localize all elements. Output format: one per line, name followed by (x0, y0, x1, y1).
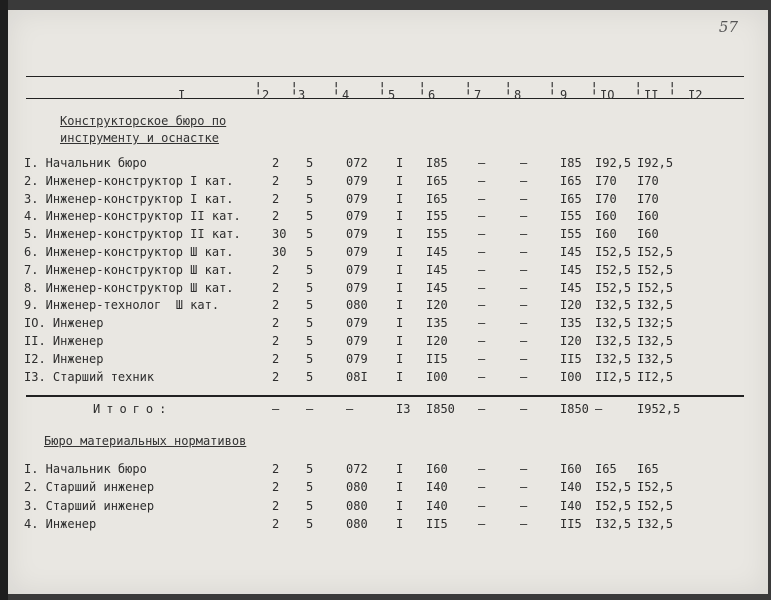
row-position-name: 9. Инженер-технолог Ш кат. (24, 298, 220, 313)
row-cell-c10: I52,5 (595, 498, 632, 513)
row-cell-c4: 079 (346, 262, 368, 277)
row-cell-c8: – (520, 209, 528, 224)
row-position-name: 3. Инженер-конструктор I кат. (24, 191, 234, 206)
row-cell-c10: I60 (595, 227, 617, 242)
total-c7: – (478, 402, 486, 416)
row-cell-c8: – (520, 351, 528, 366)
row-cell-c7: – (478, 262, 486, 277)
row-cell-c3: 5 (306, 156, 314, 170)
row-cell-c5: I (396, 245, 404, 259)
row-cell-c8: – (520, 191, 528, 206)
header-col-1: I (178, 88, 186, 102)
header-col-6: 6 (428, 88, 436, 102)
total-c9: I850 (560, 402, 589, 416)
row-cell-c8: – (520, 498, 528, 513)
row-cell-c10: I52,5 (595, 280, 632, 295)
row-cell-c7: – (478, 227, 486, 242)
row-cell-c6: I65 (426, 173, 448, 188)
header-col-5: 5 (388, 88, 396, 102)
row-cell-c3: 5 (306, 209, 314, 224)
row-cell-c3: 5 (306, 173, 314, 188)
row-cell-c6: I45 (426, 245, 448, 259)
total-c3: – (306, 402, 314, 416)
row-cell-c7: – (478, 280, 486, 295)
row-cell-c4: 079 (346, 334, 368, 348)
row-cell-c10: I70 (595, 173, 617, 188)
row-cell-c9: I55 (560, 209, 582, 224)
row-position-name: IO. Инженер (24, 316, 104, 331)
row-cell-c7: – (478, 156, 486, 170)
header-top-rule (26, 76, 744, 77)
row-cell-c2: 2 (272, 156, 280, 170)
header-bottom-rule (26, 98, 744, 99)
row-cell-c4: 079 (346, 209, 368, 224)
row-cell-c9: I35 (560, 316, 582, 331)
row-cell-c11: II2,5 (637, 369, 674, 384)
header-col-7: 7 (474, 88, 482, 102)
header-separator: ¦ (332, 80, 341, 96)
row-cell-c4: 080 (346, 480, 368, 495)
row-position-name: I2. Инженер (24, 351, 104, 366)
row-position-name: I. Начальник бюро (24, 462, 147, 476)
table-row (8, 370, 768, 388)
row-cell-c2: 2 (272, 351, 280, 366)
table-row (8, 209, 768, 227)
row-cell-c6: I60 (426, 462, 448, 476)
row-cell-c2: 2 (272, 316, 280, 331)
row-position-name: I3. Старший техник (24, 369, 155, 384)
row-cell-c5: I (396, 298, 404, 313)
row-cell-c5: I (396, 316, 404, 331)
row-cell-c11: I60 (637, 227, 659, 242)
page-number: 57 (718, 18, 738, 36)
header-separator: ¦ (254, 80, 263, 96)
total-c2: – (272, 402, 280, 416)
header-separator: ¦ (464, 80, 473, 96)
row-cell-c7: – (478, 334, 486, 348)
row-cell-c11: I65 (637, 462, 659, 476)
row-cell-c11: I52,5 (637, 480, 674, 495)
row-cell-c6: I85 (426, 156, 448, 170)
row-cell-c8: – (520, 227, 528, 242)
table-row (8, 227, 768, 245)
header-col-8: 8 (514, 88, 522, 102)
row-cell-c4: 079 (346, 191, 368, 206)
row-cell-c6: I20 (426, 298, 448, 313)
row-cell-c6: I45 (426, 280, 448, 295)
total-c5: I3 (396, 402, 411, 416)
row-cell-c7: – (478, 480, 486, 495)
row-cell-c2: 2 (272, 480, 280, 495)
row-cell-c4: 079 (346, 280, 368, 295)
table-row (8, 281, 768, 299)
row-cell-c9: I60 (560, 462, 582, 476)
row-cell-c5: I (396, 209, 404, 224)
total-c6: I850 (426, 402, 455, 416)
row-cell-c8: – (520, 462, 528, 476)
binding-edge (0, 0, 8, 600)
section2-title: Бюро материальных нормативов (44, 434, 247, 448)
row-cell-c11: I52,5 (637, 245, 674, 259)
row-cell-c9: I85 (560, 156, 582, 170)
row-cell-c5: I (396, 369, 404, 384)
row-cell-c9: I65 (560, 173, 582, 188)
row-cell-c10: I52,5 (595, 262, 632, 277)
row-cell-c8: – (520, 156, 528, 170)
row-cell-c3: 5 (306, 262, 314, 277)
row-cell-c10: I70 (595, 191, 617, 206)
row-cell-c9: I40 (560, 498, 582, 513)
row-cell-c5: I (396, 480, 404, 495)
row-cell-c5: I (396, 191, 404, 206)
section1-title-line1: Конструкторское бюро по (60, 114, 227, 128)
table-row (8, 462, 768, 480)
row-cell-c6: I00 (426, 369, 448, 384)
row-cell-c8: – (520, 369, 528, 384)
row-cell-c5: I (396, 351, 404, 366)
row-cell-c5: I (396, 516, 404, 531)
header-separator: ¦ (504, 80, 513, 96)
row-cell-c10: I52,5 (595, 245, 632, 259)
header-separator: ¦ (378, 80, 387, 96)
row-cell-c9: I45 (560, 280, 582, 295)
row-cell-c5: I (396, 498, 404, 513)
row-cell-c7: – (478, 316, 486, 331)
header-col-12: I2 (688, 88, 703, 102)
row-cell-c2: 2 (272, 173, 280, 188)
total-row (8, 402, 768, 420)
table-row (8, 263, 768, 281)
row-cell-c4: 080 (346, 298, 368, 313)
table-row (8, 316, 768, 334)
row-cell-c9: I45 (560, 262, 582, 277)
row-cell-c6: I20 (426, 334, 448, 348)
row-cell-c5: I (396, 262, 404, 277)
row-cell-c6: II5 (426, 516, 448, 531)
row-cell-c10: I52,5 (595, 480, 632, 495)
row-cell-c10: I32,5 (595, 334, 632, 348)
header-separator: ¦ (290, 80, 299, 96)
row-cell-c11: I32,5 (637, 516, 674, 531)
total-c8: – (520, 402, 528, 416)
row-cell-c3: 5 (306, 298, 314, 313)
row-cell-c3: 5 (306, 480, 314, 495)
row-cell-c9: I20 (560, 334, 582, 348)
row-cell-c4: 079 (346, 316, 368, 331)
header-separator: ¦ (590, 80, 599, 96)
row-cell-c11: I60 (637, 209, 659, 224)
row-cell-c5: I (396, 227, 404, 242)
row-cell-c6: I35 (426, 316, 448, 331)
row-position-name: 2. Старший инженер (24, 480, 155, 495)
row-cell-c9: I45 (560, 245, 582, 259)
row-cell-c2: 2 (272, 369, 280, 384)
table-row (8, 156, 768, 174)
row-position-name: 3. Старший инженер (24, 498, 155, 513)
section1-title (60, 113, 226, 147)
row-cell-c11: I70 (637, 173, 659, 188)
table-row (8, 334, 768, 352)
row-cell-c3: 5 (306, 498, 314, 513)
row-cell-c2: 2 (272, 498, 280, 513)
row-position-name: II. Инженер (24, 334, 104, 348)
row-cell-c10: I32,5 (595, 316, 632, 331)
row-cell-c2: 2 (272, 191, 280, 206)
table-row (8, 245, 768, 263)
table-row (8, 298, 768, 316)
row-cell-c7: – (478, 298, 486, 313)
row-cell-c8: – (520, 298, 528, 313)
row-cell-c2: 30 (272, 227, 287, 242)
section1-title-line2: инструменту и оснастке (60, 131, 219, 145)
row-cell-c5: I (396, 156, 404, 170)
row-cell-c11: I32;5 (637, 316, 674, 331)
row-cell-c8: – (520, 480, 528, 495)
row-cell-c6: I55 (426, 227, 448, 242)
header-separator: ¦ (634, 80, 643, 96)
row-cell-c10: I65 (595, 462, 617, 476)
row-cell-c4: 079 (346, 245, 368, 259)
row-cell-c11: I70 (637, 191, 659, 206)
row-position-name: 6. Инженер-конструктор Ш кат. (24, 245, 234, 259)
row-cell-c3: 5 (306, 516, 314, 531)
row-cell-c3: 5 (306, 316, 314, 331)
row-position-name: 7. Инженер-конструктор Ш кат. (24, 262, 234, 277)
row-cell-c11: I52,5 (637, 280, 674, 295)
row-cell-c3: 5 (306, 191, 314, 206)
row-cell-c7: – (478, 516, 486, 531)
header-col-10: IO (600, 88, 615, 102)
row-position-name: 8. Инженер-конструктор Ш кат. (24, 280, 234, 295)
row-position-name: 4. Инженер (24, 516, 97, 531)
row-cell-c6: II5 (426, 351, 448, 366)
header-separator: ¦ (418, 80, 427, 96)
row-cell-c4: 079 (346, 351, 368, 366)
header-col-4: 4 (342, 88, 350, 102)
row-cell-c11: I52,5 (637, 498, 674, 513)
row-cell-c10: I32,5 (595, 351, 632, 366)
row-cell-c2: 30 (272, 245, 287, 259)
row-cell-c8: – (520, 316, 528, 331)
table-row (8, 192, 768, 210)
row-cell-c3: 5 (306, 462, 314, 476)
row-cell-c6: I45 (426, 262, 448, 277)
row-cell-c7: – (478, 173, 486, 188)
total-rule (26, 395, 744, 397)
row-cell-c6: I55 (426, 209, 448, 224)
row-cell-c2: 2 (272, 298, 280, 313)
row-cell-c4: 079 (346, 227, 368, 242)
row-cell-c4: 072 (346, 156, 368, 170)
header-separator: ¦ (668, 80, 677, 96)
row-cell-c3: 5 (306, 245, 314, 259)
row-cell-c2: 2 (272, 262, 280, 277)
total-c4: – (346, 402, 354, 416)
row-cell-c2: 2 (272, 462, 280, 476)
row-cell-c9: I65 (560, 191, 582, 206)
row-cell-c11: I32,5 (637, 351, 674, 366)
row-cell-c10: I92,5 (595, 156, 632, 170)
row-cell-c7: – (478, 209, 486, 224)
row-cell-c7: – (478, 498, 486, 513)
row-cell-c7: – (478, 245, 486, 259)
header-col-3: 3 (298, 88, 306, 102)
row-cell-c5: I (396, 334, 404, 348)
row-cell-c10: II2,5 (595, 369, 632, 384)
row-cell-c7: – (478, 462, 486, 476)
row-cell-c4: 08I (346, 369, 368, 384)
row-cell-c9: II5 (560, 351, 582, 366)
total-c10: – (595, 402, 603, 416)
row-cell-c5: I (396, 173, 404, 188)
row-cell-c2: 2 (272, 209, 280, 224)
row-cell-c11: I92,5 (637, 156, 674, 170)
row-cell-c4: 080 (346, 498, 368, 513)
table-row (8, 517, 768, 535)
row-position-name: I. Начальник бюро (24, 156, 147, 170)
table-row (8, 499, 768, 517)
header-separator: ¦ (548, 80, 557, 96)
table-row (8, 174, 768, 192)
row-position-name: 2. Инженер-конструктор I кат. (24, 173, 234, 188)
row-cell-c5: I (396, 280, 404, 295)
row-cell-c9: I00 (560, 369, 582, 384)
header-col-9: 9 (560, 88, 568, 102)
row-cell-c10: I32,5 (595, 298, 632, 313)
row-cell-c9: I55 (560, 227, 582, 242)
row-cell-c8: – (520, 262, 528, 277)
row-cell-c2: 2 (272, 280, 280, 295)
row-cell-c7: – (478, 351, 486, 366)
row-cell-c11: I52,5 (637, 262, 674, 277)
row-position-name: 5. Инженер-конструктор II кат. (24, 227, 241, 242)
row-cell-c7: – (478, 369, 486, 384)
row-cell-c4: 080 (346, 516, 368, 531)
row-cell-c7: – (478, 191, 486, 206)
table-row (8, 480, 768, 498)
header-col-11: II (644, 88, 659, 102)
row-cell-c2: 2 (272, 334, 280, 348)
row-cell-c8: – (520, 245, 528, 259)
row-cell-c8: – (520, 173, 528, 188)
row-position-name: 4. Инженер-конструктор II кат. (24, 209, 241, 224)
row-cell-c6: I65 (426, 191, 448, 206)
row-cell-c9: II5 (560, 516, 582, 531)
row-cell-c5: I (396, 462, 404, 476)
row-cell-c4: 079 (346, 173, 368, 188)
row-cell-c9: I40 (560, 480, 582, 495)
row-cell-c6: I40 (426, 480, 448, 495)
row-cell-c4: 072 (346, 462, 368, 476)
total-label: Итого: (93, 402, 173, 416)
row-cell-c2: 2 (272, 516, 280, 531)
table-row (8, 352, 768, 370)
row-cell-c3: 5 (306, 280, 314, 295)
row-cell-c8: – (520, 280, 528, 295)
row-cell-c11: I32,5 (637, 334, 674, 348)
row-cell-c10: I60 (595, 209, 617, 224)
row-cell-c11: I32,5 (637, 298, 674, 313)
row-cell-c8: – (520, 516, 528, 531)
row-cell-c6: I40 (426, 498, 448, 513)
row-cell-c10: I32,5 (595, 516, 632, 531)
header-col-2: 2 (262, 88, 270, 102)
row-cell-c3: 5 (306, 227, 314, 242)
row-cell-c3: 5 (306, 351, 314, 366)
row-cell-c3: 5 (306, 334, 314, 348)
total-c11: I952,5 (637, 402, 681, 416)
row-cell-c3: 5 (306, 369, 314, 384)
document-page (8, 10, 768, 594)
row-cell-c8: – (520, 334, 528, 348)
row-cell-c9: I20 (560, 298, 582, 313)
